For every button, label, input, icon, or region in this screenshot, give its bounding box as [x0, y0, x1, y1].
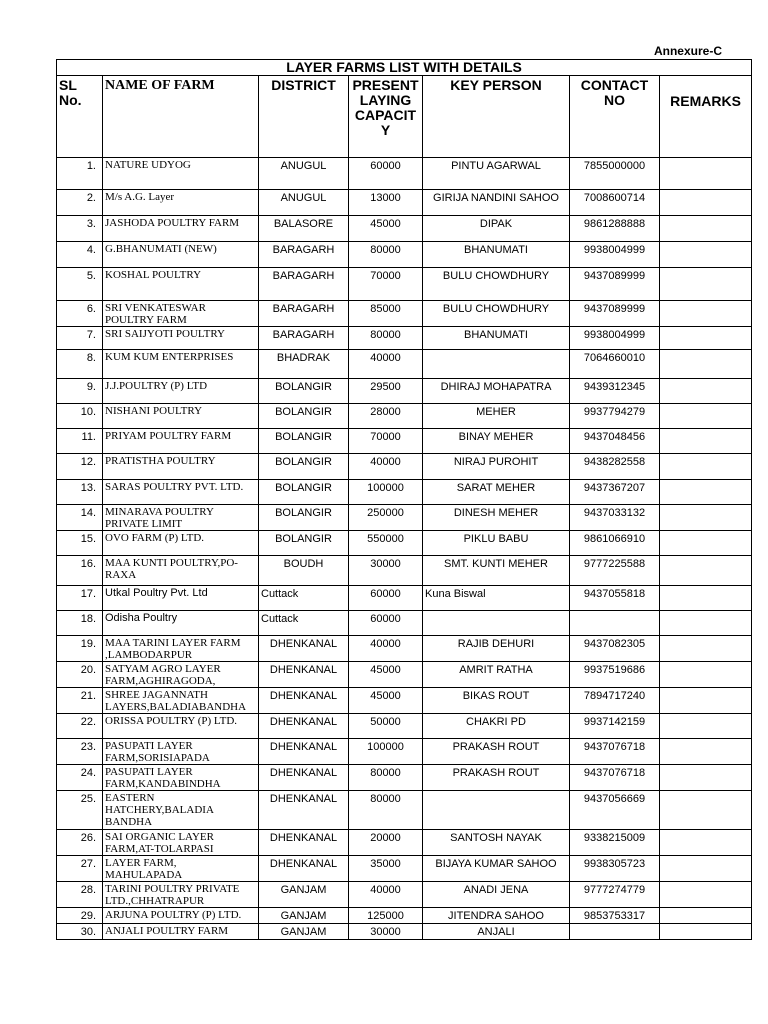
table-row — [57, 404, 752, 429]
cell-contact: 9853753317 — [570, 908, 660, 924]
cell-capacity: 80000 — [349, 327, 423, 350]
cell-sl: 30. — [57, 924, 103, 940]
cell-capacity: 80000 — [349, 242, 423, 268]
cell-key-person: MEHER — [423, 404, 570, 429]
cell-district: Cuttack — [259, 586, 349, 611]
table-row — [57, 350, 752, 379]
cell-capacity: 13000 — [349, 190, 423, 216]
cell-remarks — [660, 505, 752, 531]
cell-remarks — [660, 791, 752, 830]
cell-farm-name: NISHANI POULTRY — [103, 404, 259, 429]
cell-key-person: GIRIJA NANDINI SAHOO — [423, 190, 570, 216]
cell-capacity: 40000 — [349, 350, 423, 379]
cell-district: BARAGARH — [259, 327, 349, 350]
cell-sl: 9. — [57, 379, 103, 404]
header-district: DISTRICT — [259, 76, 349, 158]
cell-contact: 9437048456 — [570, 429, 660, 454]
cell-remarks — [660, 327, 752, 350]
cell-key-person: DINESH MEHER — [423, 505, 570, 531]
cell-capacity: 45000 — [349, 688, 423, 714]
cell-contact: 9437033132 — [570, 505, 660, 531]
cell-key-person: SMT. KUNTI MEHER — [423, 556, 570, 586]
header-name: NAME OF FARM — [103, 76, 259, 158]
cell-farm-name: LAYER FARM, MAHULAPADA — [103, 856, 259, 882]
cell-contact: 9437076718 — [570, 739, 660, 765]
cell-sl: 10. — [57, 404, 103, 429]
cell-key-person: DHIRAJ MOHAPATRA — [423, 379, 570, 404]
cell-key-person: BHANUMATI — [423, 327, 570, 350]
cell-key-person: DIPAK — [423, 216, 570, 242]
cell-farm-name: OVO FARM (P) LTD. — [103, 531, 259, 556]
cell-capacity: 28000 — [349, 404, 423, 429]
cell-contact: 7855000000 — [570, 158, 660, 190]
header-capacity: PRESENT LAYING CAPACIT Y — [349, 76, 423, 158]
cell-district: ANUGUL — [259, 158, 349, 190]
cell-capacity: 40000 — [349, 882, 423, 908]
cell-contact: 9777274779 — [570, 882, 660, 908]
cell-farm-name: SARAS POULTRY PVT. LTD. — [103, 480, 259, 505]
cell-remarks — [660, 636, 752, 662]
cell-district: BOLANGIR — [259, 480, 349, 505]
table-row — [57, 190, 752, 216]
cell-farm-name: G.BHANUMATI (NEW) — [103, 242, 259, 268]
cell-remarks — [660, 190, 752, 216]
cell-sl: 18. — [57, 611, 103, 636]
cell-remarks — [660, 908, 752, 924]
cell-key-person: JITENDRA SAHOO — [423, 908, 570, 924]
table-row — [57, 739, 752, 765]
cell-contact: 9437076718 — [570, 765, 660, 791]
cell-key-person — [423, 791, 570, 830]
cell-district: GANJAM — [259, 882, 349, 908]
cell-remarks — [660, 556, 752, 586]
cell-contact: 9937519686 — [570, 662, 660, 688]
cell-remarks — [660, 158, 752, 190]
cell-sl: 7. — [57, 327, 103, 350]
cell-district: BARAGARH — [259, 268, 349, 301]
table-row — [57, 505, 752, 531]
cell-key-person: BIKAS ROUT — [423, 688, 570, 714]
table-row — [57, 429, 752, 454]
cell-farm-name: Utkal Poultry Pvt. Ltd — [103, 586, 259, 611]
cell-farm-name: ARJUNA POULTRY (P) LTD. — [103, 908, 259, 924]
cell-key-person: BULU CHOWDHURY — [423, 301, 570, 327]
table-row — [57, 327, 752, 350]
cell-sl: 1. — [57, 158, 103, 190]
cell-sl: 21. — [57, 688, 103, 714]
cell-capacity: 40000 — [349, 454, 423, 480]
table-row — [57, 556, 752, 586]
table-row — [57, 216, 752, 242]
cell-sl: 15. — [57, 531, 103, 556]
cell-remarks — [660, 586, 752, 611]
cell-contact — [570, 924, 660, 940]
cell-remarks — [660, 882, 752, 908]
cell-farm-name: JASHODA POULTRY FARM — [103, 216, 259, 242]
table-row — [57, 586, 752, 611]
cell-key-person — [423, 611, 570, 636]
cell-farm-name: PASUPATI LAYER FARM,KANDABINDHA — [103, 765, 259, 791]
cell-district: ANUGUL — [259, 190, 349, 216]
cell-district: BOLANGIR — [259, 505, 349, 531]
cell-sl: 3. — [57, 216, 103, 242]
cell-sl: 5. — [57, 268, 103, 301]
cell-contact: 9437367207 — [570, 480, 660, 505]
cell-capacity: 100000 — [349, 739, 423, 765]
cell-sl: 22. — [57, 714, 103, 739]
cell-farm-name: NATURE UDYOG — [103, 158, 259, 190]
cell-farm-name: SRI SAIJYOTI POULTRY — [103, 327, 259, 350]
header-sl: SL No. — [57, 76, 103, 158]
cell-district: BOLANGIR — [259, 379, 349, 404]
table-row — [57, 454, 752, 480]
cell-sl: 2. — [57, 190, 103, 216]
cell-remarks — [660, 216, 752, 242]
cell-district: GANJAM — [259, 908, 349, 924]
cell-farm-name: KUM KUM ENTERPRISES — [103, 350, 259, 379]
cell-remarks — [660, 830, 752, 856]
table-row — [57, 714, 752, 739]
cell-district: Cuttack — [259, 611, 349, 636]
cell-capacity: 85000 — [349, 301, 423, 327]
cell-capacity: 70000 — [349, 268, 423, 301]
cell-key-person: BIJAYA KUMAR SAHOO — [423, 856, 570, 882]
cell-key-person: BINAY MEHER — [423, 429, 570, 454]
cell-key-person: PIKLU BABU — [423, 531, 570, 556]
cell-contact: 9937142159 — [570, 714, 660, 739]
cell-district: BOLANGIR — [259, 404, 349, 429]
cell-district: BOLANGIR — [259, 429, 349, 454]
cell-contact: 9437056669 — [570, 791, 660, 830]
cell-district: DHENKANAL — [259, 688, 349, 714]
cell-contact: 9338215009 — [570, 830, 660, 856]
table-row — [57, 611, 752, 636]
cell-capacity: 45000 — [349, 216, 423, 242]
cell-district: DHENKANAL — [259, 856, 349, 882]
header-contact: CONTACT NO — [570, 76, 660, 158]
cell-remarks — [660, 480, 752, 505]
cell-key-person: BULU CHOWDHURY — [423, 268, 570, 301]
cell-contact: 9938004999 — [570, 327, 660, 350]
cell-capacity: 250000 — [349, 505, 423, 531]
cell-key-person: NIRAJ PUROHIT — [423, 454, 570, 480]
cell-capacity: 60000 — [349, 611, 423, 636]
cell-sl: 11. — [57, 429, 103, 454]
cell-sl: 27. — [57, 856, 103, 882]
cell-sl: 6. — [57, 301, 103, 327]
table-row — [57, 158, 752, 190]
cell-remarks — [660, 531, 752, 556]
cell-key-person: PRAKASH ROUT — [423, 739, 570, 765]
cell-farm-name: PASUPATI LAYER FARM,SORISIAPADA — [103, 739, 259, 765]
cell-key-person: ANJALI — [423, 924, 570, 940]
table-row — [57, 791, 752, 830]
cell-contact: 9861288888 — [570, 216, 660, 242]
cell-contact: 9938305723 — [570, 856, 660, 882]
cell-contact: 9938004999 — [570, 242, 660, 268]
cell-sl: 14. — [57, 505, 103, 531]
cell-farm-name: Odisha Poultry — [103, 611, 259, 636]
cell-sl: 13. — [57, 480, 103, 505]
cell-contact: 9439312345 — [570, 379, 660, 404]
cell-key-person: AMRIT RATHA — [423, 662, 570, 688]
cell-remarks — [660, 301, 752, 327]
cell-capacity: 50000 — [349, 714, 423, 739]
cell-key-person: BHANUMATI — [423, 242, 570, 268]
cell-key-person: RAJIB DEHURI — [423, 636, 570, 662]
table-row — [57, 830, 752, 856]
cell-remarks — [660, 714, 752, 739]
cell-key-person: CHAKRI PD — [423, 714, 570, 739]
cell-remarks — [660, 856, 752, 882]
cell-district: DHENKANAL — [259, 662, 349, 688]
cell-remarks — [660, 688, 752, 714]
cell-contact: 7064660010 — [570, 350, 660, 379]
table-row — [57, 882, 752, 908]
cell-key-person — [423, 350, 570, 379]
cell-capacity: 29500 — [349, 379, 423, 404]
cell-contact: 9777225588 — [570, 556, 660, 586]
table-title: LAYER FARMS LIST WITH DETAILS — [57, 60, 752, 76]
header-remarks: REMARKS — [660, 76, 752, 158]
cell-district: BOLANGIR — [259, 531, 349, 556]
cell-farm-name: ORISSA POULTRY (P) LTD. — [103, 714, 259, 739]
cell-contact: 9438282558 — [570, 454, 660, 480]
cell-key-person: SARAT MEHER — [423, 480, 570, 505]
cell-farm-name: SAI ORGANIC LAYER FARM,AT-TOLARPASI — [103, 830, 259, 856]
cell-district: BARAGARH — [259, 242, 349, 268]
cell-remarks — [660, 662, 752, 688]
table-row — [57, 268, 752, 301]
cell-key-person: ANADI JENA — [423, 882, 570, 908]
cell-capacity: 80000 — [349, 765, 423, 791]
cell-contact: 7008600714 — [570, 190, 660, 216]
cell-remarks — [660, 765, 752, 791]
cell-key-person: PRAKASH ROUT — [423, 765, 570, 791]
cell-contact: 9937794279 — [570, 404, 660, 429]
cell-sl: 25. — [57, 791, 103, 830]
table-row — [57, 924, 752, 940]
cell-district: DHENKANAL — [259, 791, 349, 830]
cell-capacity: 30000 — [349, 556, 423, 586]
cell-capacity: 125000 — [349, 908, 423, 924]
cell-district: DHENKANAL — [259, 714, 349, 739]
table-row — [57, 908, 752, 924]
cell-sl: 17. — [57, 586, 103, 611]
cell-farm-name: SATYAM AGRO LAYER FARM,AGHIRAGODA, — [103, 662, 259, 688]
cell-district: DHENKANAL — [259, 765, 349, 791]
cell-sl: 24. — [57, 765, 103, 791]
cell-remarks — [660, 739, 752, 765]
cell-capacity: 45000 — [349, 662, 423, 688]
cell-farm-name: PRIYAM POULTRY FARM — [103, 429, 259, 454]
table-row — [57, 636, 752, 662]
cell-farm-name: EASTERN HATCHERY,BALADIA BANDHA — [103, 791, 259, 830]
cell-farm-name: KOSHAL POULTRY — [103, 268, 259, 301]
cell-district: BOUDH — [259, 556, 349, 586]
layer-farms-table — [56, 59, 752, 940]
cell-capacity: 30000 — [349, 924, 423, 940]
cell-sl: 16. — [57, 556, 103, 586]
cell-capacity: 40000 — [349, 636, 423, 662]
cell-remarks — [660, 429, 752, 454]
cell-capacity: 60000 — [349, 586, 423, 611]
table-row — [57, 379, 752, 404]
cell-farm-name: MAA TARINI LAYER FARM ,LAMBODARPUR — [103, 636, 259, 662]
header-key-person: KEY PERSON — [423, 76, 570, 158]
cell-contact: 9437082305 — [570, 636, 660, 662]
cell-key-person: PINTU AGARWAL — [423, 158, 570, 190]
cell-remarks — [660, 454, 752, 480]
cell-contact: 9861066910 — [570, 531, 660, 556]
table-row — [57, 242, 752, 268]
cell-district: DHENKANAL — [259, 636, 349, 662]
table-row — [57, 688, 752, 714]
annexure-label: Annexure-C — [653, 44, 722, 58]
cell-farm-name: ANJALI POULTRY FARM — [103, 924, 259, 940]
cell-remarks — [660, 924, 752, 940]
cell-key-person: SANTOSH NAYAK — [423, 830, 570, 856]
cell-farm-name: PRATISTHA POULTRY — [103, 454, 259, 480]
cell-remarks — [660, 379, 752, 404]
cell-contact: 9437089999 — [570, 301, 660, 327]
cell-capacity: 35000 — [349, 856, 423, 882]
table-row — [57, 301, 752, 327]
cell-district: GANJAM — [259, 924, 349, 940]
cell-sl: 26. — [57, 830, 103, 856]
table-row — [57, 480, 752, 505]
cell-capacity: 20000 — [349, 830, 423, 856]
cell-sl: 19. — [57, 636, 103, 662]
cell-remarks — [660, 404, 752, 429]
cell-sl: 4. — [57, 242, 103, 268]
cell-capacity: 100000 — [349, 480, 423, 505]
cell-farm-name: TARINI POULTRY PRIVATE LTD.,CHHATRAPUR — [103, 882, 259, 908]
cell-farm-name: J.J.POULTRY (P) LTD — [103, 379, 259, 404]
table-body — [57, 158, 752, 940]
cell-sl: 8. — [57, 350, 103, 379]
cell-remarks — [660, 268, 752, 301]
cell-contact: 9437089999 — [570, 268, 660, 301]
cell-sl: 12. — [57, 454, 103, 480]
cell-contact: 9437055818 — [570, 586, 660, 611]
cell-sl: 23. — [57, 739, 103, 765]
cell-district: BHADRAK — [259, 350, 349, 379]
table-row — [57, 662, 752, 688]
cell-sl: 28. — [57, 882, 103, 908]
cell-remarks — [660, 350, 752, 379]
cell-contact — [570, 611, 660, 636]
cell-sl: 29. — [57, 908, 103, 924]
cell-farm-name: MAA KUNTI POULTRY,PO-RAXA — [103, 556, 259, 586]
cell-remarks — [660, 242, 752, 268]
cell-capacity: 60000 — [349, 158, 423, 190]
cell-district: DHENKANAL — [259, 739, 349, 765]
cell-capacity: 70000 — [349, 429, 423, 454]
cell-farm-name: M/s A.G. Layer — [103, 190, 259, 216]
cell-key-person: Kuna Biswal — [423, 586, 570, 611]
cell-farm-name: SRI VENKATESWAR POULTRY FARM — [103, 301, 259, 327]
cell-district: DHENKANAL — [259, 830, 349, 856]
cell-district: BARAGARH — [259, 301, 349, 327]
table-row — [57, 856, 752, 882]
cell-capacity: 80000 — [349, 791, 423, 830]
cell-capacity: 550000 — [349, 531, 423, 556]
cell-sl: 20. — [57, 662, 103, 688]
cell-remarks — [660, 611, 752, 636]
cell-farm-name: MINARAVA POULTRY PRIVATE LIMIT — [103, 505, 259, 531]
table-row — [57, 765, 752, 791]
cell-district: BOLANGIR — [259, 454, 349, 480]
table-row — [57, 531, 752, 556]
cell-district: BALASORE — [259, 216, 349, 242]
cell-farm-name: SHREE JAGANNATH LAYERS,BALADIABANDHA — [103, 688, 259, 714]
cell-contact: 7894717240 — [570, 688, 660, 714]
